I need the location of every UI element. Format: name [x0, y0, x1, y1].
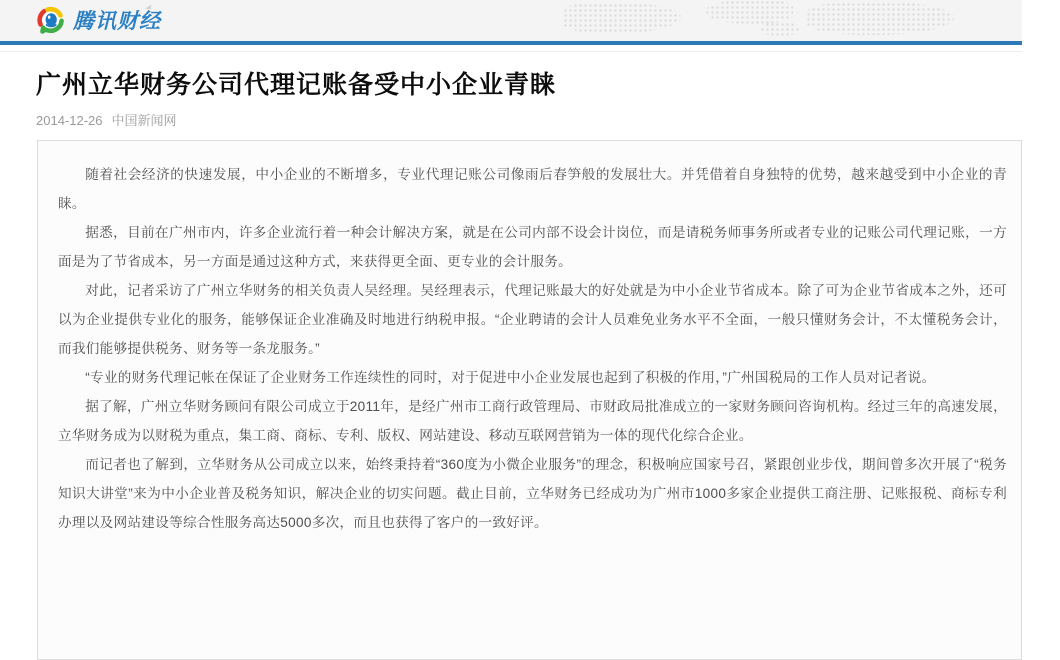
article-paragraph: 据了解，广州立华财务顾问有限公司成立于2011年，是经广州市工商行政管理局、市财政局批准成立的一家财务顾问咨询机构。经过三年的高速发展，立华财务成为以财税为重点，集工商、商标、专利、版权、网站建设、移动互联网营销为一体的现代化综合企业。: [58, 399, 1007, 443]
article-paragraph: 而记者也了解到，立华财务从公司成立以来，始终秉持着“360度为小微企业服务”的理念，积极响应国家号召，紧跟创业步伐，期间曾多次开展了“税务知识大讲堂”来为中小企业普及税务知识，解决企业的切实问题。截止目前，立华财务已经成功为广州市1000多家企业提供工商注册、记账报税、商标专利办理以及网站建设等综合性服务高达5000多次，而且也获得了客户的一致好评。: [58, 457, 1007, 530]
article-source: 中国新闻网: [111, 113, 177, 128]
world-map-pattern: [563, 3, 681, 33]
article-meta: [36, 110, 1022, 129]
brand-logo-link[interactable]: [36, 5, 161, 35]
page-title: 广州立华财务公司代理记账备受中小企业青睐: [36, 72, 557, 99]
article-paragraph: 随着社会经济的快速发展，中小企业的不断增多，专业代理记账公司像雨后春笋般的发展壮大。并凭借着自身独特的优势，越来越受到中小企业的青睐。: [58, 167, 1007, 211]
brand-text: 腾讯财经: [73, 10, 161, 33]
article-paragraph: 对此，记者采访了广州立华财务的相关负责人吴经理。吴经理表示，代理记账最大的好处就是为中小企业节省成本。除了可为企业节省成本之外，还可以为企业提供专业化的服务，能够保证企业准确及时地进行纳税申报。“企业聘请的会计人员难免业务水平不全面，一般只懂财务会计，不太懂税务会计，而我们能够提供税务、财务等一条龙服务。”: [58, 283, 1007, 356]
world-map-pattern: [705, 0, 793, 24]
header-divider: [0, 45, 1022, 52]
article-body-box: [37, 140, 1022, 660]
article-head: [0, 65, 1022, 129]
tencent-finance-logo-icon: [36, 5, 66, 35]
article-paragraph: 据悉，目前在广州市内，许多企业流行着一种会计解决方案，就是在公司内部不设会计岗位，而是请税务师事务所或者专业的记账公司代理记账，一方面是为了节省成本，另一方面是通过这种方式，来获得更全面、更专业的会计服务。: [58, 225, 1007, 269]
article-date: 2014-12-26: [36, 113, 103, 128]
world-map-pattern: [760, 22, 800, 36]
world-map-pattern: [806, 2, 954, 35]
article-paragraph: “专业的财务代理记帐在保证了企业财务工作连续性的同时，对于促进中小企业发展也起到了积极的作用，”广州国税局的工作人员对记者说。: [85, 370, 936, 385]
site-header: [0, 0, 1022, 45]
